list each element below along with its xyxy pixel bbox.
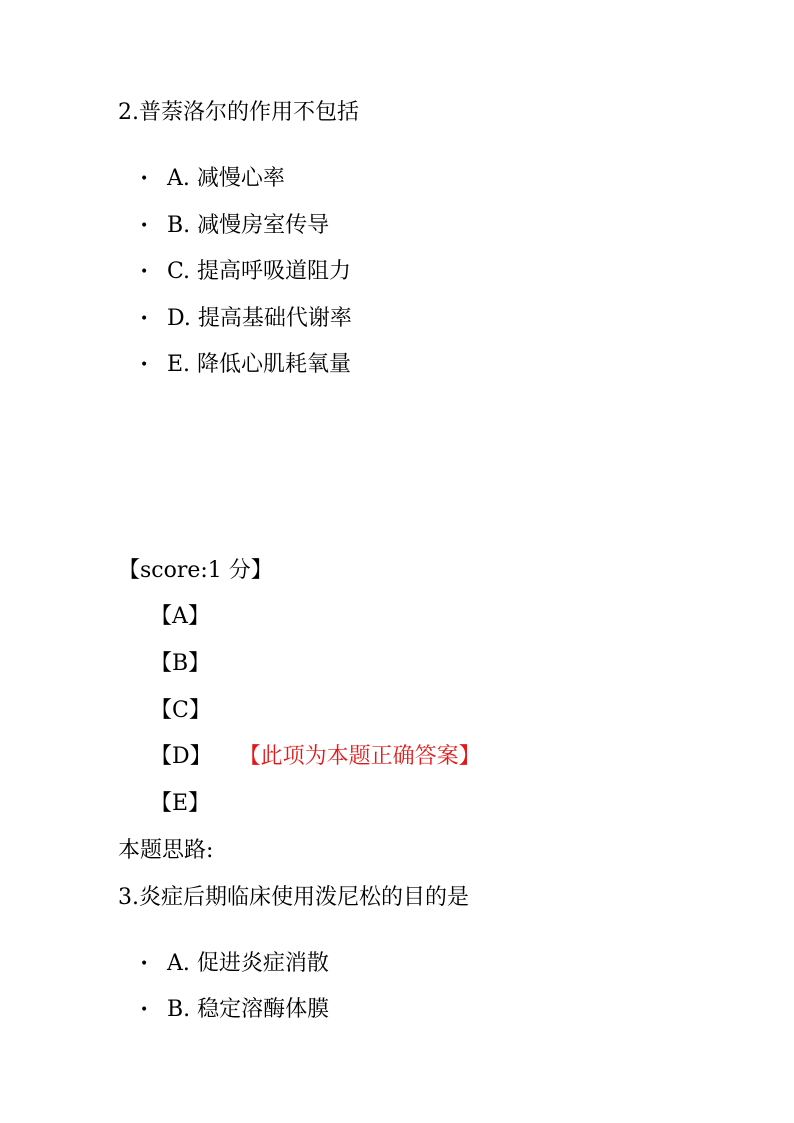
bullet-icon: [140, 306, 167, 332]
answer-c: 【C】: [150, 698, 211, 723]
q2-option-c: [140, 259, 351, 285]
correct-answer-note: 【此项为本题正确答案】: [249, 744, 481, 769]
bullet-icon: [140, 259, 167, 285]
option-label: D. 提高基础代谢率: [167, 306, 352, 331]
answer-e: 【E】: [150, 791, 211, 816]
option-label: E. 降低心肌耗氧量: [167, 352, 352, 377]
q2-option-d: [140, 306, 352, 332]
bullet-icon: [140, 352, 167, 378]
option-label: B. 稳定溶酶体膜: [167, 997, 330, 1022]
bullet-icon: [140, 997, 167, 1023]
q2-option-e: [140, 352, 351, 378]
option-label: A. 促进炎症消散: [167, 951, 329, 976]
option-label: C. 提高呼吸道阻力: [167, 259, 352, 284]
bullet-icon: [140, 166, 167, 192]
score-label: 【score:1 分】: [118, 558, 273, 583]
q2-option-a: [140, 166, 285, 192]
question-3-text: 3.炎症后期临床使用泼尼松的目的是: [118, 885, 469, 910]
answer-a: 【A】: [150, 604, 210, 629]
option-label: B. 减慢房室传导: [167, 213, 330, 238]
q3-option-b: [140, 997, 329, 1023]
bullet-icon: [140, 951, 167, 977]
question-2-text: 2.普萘洛尔的作用不包括: [118, 100, 359, 125]
option-label: A. 减慢心率: [167, 166, 285, 191]
analysis-label: 本题思路:: [118, 838, 214, 863]
bullet-icon: [140, 213, 167, 239]
answer-d: 【D】 【此项为本题正确答案】: [150, 744, 481, 769]
q3-option-a: [140, 951, 329, 977]
answer-b: 【B】: [150, 651, 211, 676]
q2-option-b: [140, 213, 329, 239]
